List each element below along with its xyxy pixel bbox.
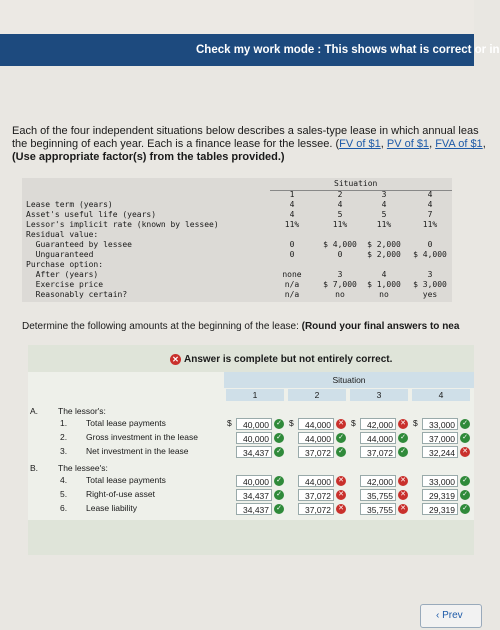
dollar-sign: $ [227, 418, 232, 428]
check-icon: ✓ [398, 433, 408, 443]
problem-statement [12, 125, 486, 164]
given-cell: 3 [427, 270, 433, 279]
error-icon: ✕ [460, 447, 470, 457]
given-cell: n/a [284, 280, 300, 289]
answer-situation-header: Situation [224, 372, 474, 388]
given-row-label: Exercise price [26, 280, 104, 289]
given-cell: yes [422, 290, 438, 299]
given-row-label: Asset's useful life (years) [26, 210, 157, 219]
answer-input[interactable]: 44,000 [360, 432, 396, 444]
row-label: Lease liability [86, 503, 138, 513]
given-cell: $ 7,000 [323, 280, 357, 289]
given-cell: 0 [289, 250, 295, 259]
given-cell: no [335, 290, 345, 299]
answer-input[interactable]: 37,072 [298, 489, 334, 501]
answer-col-header: 2 [288, 389, 346, 401]
check-icon: ✓ [274, 476, 284, 486]
prev-link[interactable]: ‹ Prev [436, 610, 463, 621]
given-cell: no [379, 290, 389, 299]
check-icon: ✓ [460, 419, 470, 429]
given-cell: $ 4,000 [413, 250, 447, 259]
given-cell: $ 1,000 [367, 280, 401, 289]
given-cell: 0 [427, 240, 433, 249]
check-icon: ✓ [460, 433, 470, 443]
given-col-header: 1 [289, 190, 295, 199]
answer-input[interactable]: 44,000 [298, 475, 334, 487]
answer-input[interactable]: 44,000 [298, 418, 334, 430]
given-row-label: Lease term (years) [26, 200, 113, 209]
error-icon: ✕ [398, 476, 408, 486]
error-icon: ✕ [398, 504, 408, 514]
section-a-marker: A. [30, 406, 39, 416]
top-bar [0, 0, 474, 34]
given-cell: 11% [422, 220, 438, 229]
answer-input[interactable]: 32,244 [422, 446, 458, 458]
given-cell: 0 [337, 250, 343, 259]
given-cell: 4 [381, 270, 387, 279]
answer-input[interactable]: 37,072 [360, 446, 396, 458]
section-b-marker: B. [30, 463, 39, 473]
row-label: Gross investment in the lease [86, 432, 198, 442]
answer-input[interactable]: 34,437 [236, 446, 272, 458]
check-icon: ✓ [336, 447, 346, 457]
given-cell: 4 [289, 210, 295, 219]
given-row-label: After (years) [26, 270, 99, 279]
answer-input[interactable]: 40,000 [236, 418, 272, 430]
answer-col-header: 3 [350, 389, 408, 401]
answer-col-header: 1 [226, 389, 284, 401]
check-icon: ✓ [274, 419, 284, 429]
row-label: Net investment in the lease [86, 446, 189, 456]
error-icon: ✕ [170, 354, 181, 365]
problem-line-3: (Use appropriate factor(s) from the tables provided.) [12, 151, 285, 163]
fva-link[interactable]: FVA of $1 [435, 138, 483, 150]
lessee-section-label: The lessee's: [58, 463, 108, 473]
answer-input[interactable]: 33,000 [422, 475, 458, 487]
given-cell: n/a [284, 290, 300, 299]
error-icon: ✕ [336, 476, 346, 486]
answer-input[interactable]: 40,000 [236, 432, 272, 444]
row-label: Right-of-use asset [86, 489, 155, 499]
answer-input[interactable]: 33,000 [422, 418, 458, 430]
dollar-sign: $ [351, 418, 356, 428]
given-cell: $ 2,000 [367, 250, 401, 259]
answer-col-header: 4 [412, 389, 470, 401]
answer-table [28, 372, 474, 520]
check-icon: ✓ [274, 447, 284, 457]
given-cell: $ 2,000 [367, 240, 401, 249]
given-col-header: 2 [337, 190, 343, 199]
check-icon: ✓ [460, 476, 470, 486]
given-cell: 4 [381, 200, 387, 209]
given-data-table [22, 178, 452, 302]
problem-line-1: Each of the four independent situations below describes a sales-type lease in which annual leas [12, 125, 479, 137]
instruction-text: Determine the following amounts at the beginning of the lease: (Round your final answers to nea [22, 321, 460, 332]
row-number: 6. [60, 503, 68, 513]
given-cell: none [282, 270, 302, 279]
check-my-work-banner [0, 34, 500, 66]
given-cell: 4 [427, 200, 433, 209]
given-cell: 5 [337, 210, 343, 219]
row-number: 3. [60, 446, 68, 456]
answer-input[interactable]: 37,000 [422, 432, 458, 444]
dollar-sign: $ [289, 418, 294, 428]
check-icon: ✓ [460, 490, 470, 500]
answer-input[interactable]: 37,072 [298, 446, 334, 458]
answer-input[interactable]: 34,437 [236, 489, 272, 501]
given-cell: $ 3,000 [413, 280, 447, 289]
error-icon: ✕ [336, 419, 346, 429]
row-number: 5. [60, 489, 68, 499]
check-icon: ✓ [274, 504, 284, 514]
error-icon: ✕ [336, 504, 346, 514]
given-cell: 11% [376, 220, 392, 229]
given-row-label: Unguaranteed [26, 250, 94, 259]
row-label: Total lease payments [86, 475, 166, 485]
given-cell: 11% [284, 220, 300, 229]
lessor-section-label: The lessor's: [58, 406, 106, 416]
fv-link[interactable]: FV of $1 [339, 138, 381, 150]
error-icon: ✕ [398, 490, 408, 500]
given-cell: 4 [337, 200, 343, 209]
answer-status: ✕ Answer is complete but not entirely correct. [170, 354, 392, 365]
given-row-label: Residual value: [26, 230, 99, 239]
answer-input[interactable]: 29,319 [422, 489, 458, 501]
given-row-label: Reasonably certain? [26, 290, 128, 299]
row-number: 2. [60, 432, 68, 442]
check-icon: ✓ [274, 490, 284, 500]
answer-input[interactable]: 29,319 [422, 503, 458, 515]
given-cell: 5 [381, 210, 387, 219]
error-icon: ✕ [336, 490, 346, 500]
given-col-header: 4 [427, 190, 433, 199]
given-cell: 11% [332, 220, 348, 229]
given-cell: 7 [427, 210, 433, 219]
row-number: 1. [60, 418, 68, 428]
row-number: 4. [60, 475, 68, 485]
given-cell: 4 [289, 200, 295, 209]
answer-input[interactable]: 34,437 [236, 503, 272, 515]
answer-input[interactable]: 40,000 [236, 475, 272, 487]
check-icon: ✓ [274, 433, 284, 443]
answer-input[interactable]: 35,755 [360, 489, 396, 501]
row-label: Total lease payments [86, 418, 166, 428]
given-row-label: Guaranteed by lessee [26, 240, 132, 249]
check-icon: ✓ [460, 504, 470, 514]
dollar-sign: $ [413, 418, 418, 428]
answer-input[interactable]: 44,000 [298, 432, 334, 444]
given-row-label: Purchase option: [26, 260, 104, 269]
given-row-label: Lessor's implicit rate (known by lessee) [26, 220, 219, 229]
given-cell: 0 [289, 240, 295, 249]
given-cell: $ 4,000 [323, 240, 357, 249]
check-icon: ✓ [398, 447, 408, 457]
given-situation-header: Situation [334, 179, 378, 188]
answer-input[interactable]: 35,755 [360, 503, 396, 515]
given-cell: 3 [337, 270, 343, 279]
error-icon: ✕ [398, 419, 408, 429]
answer-input[interactable]: 42,000 [360, 475, 396, 487]
given-col-header: 3 [381, 190, 387, 199]
pv-link[interactable]: PV of $1 [386, 138, 430, 150]
banner-text: Check my work mode : This shows what is correct or in [196, 44, 500, 56]
answer-input[interactable]: 37,072 [298, 503, 334, 515]
check-icon: ✓ [336, 433, 346, 443]
problem-line-2: the beginning of each year. Each is a finance lease for the lessee. (FV of $1, PV of $1, FVA of $1, [12, 138, 486, 150]
chevron-left-icon: ‹ [436, 610, 443, 621]
answer-input[interactable]: 42,000 [360, 418, 396, 430]
